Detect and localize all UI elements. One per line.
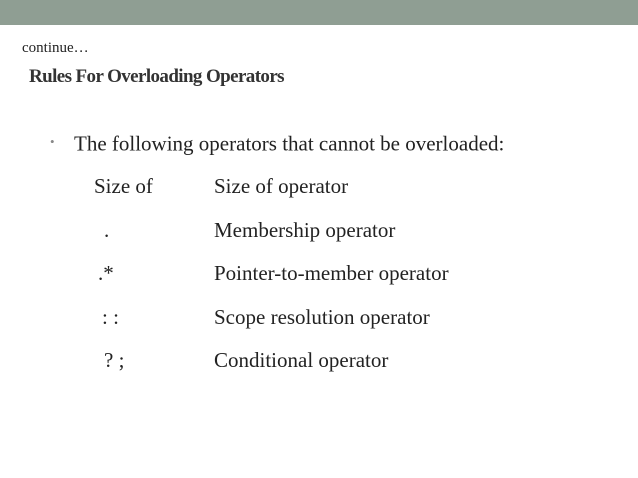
operator-symbol: Size of bbox=[94, 174, 153, 198]
operator-row bbox=[0, 174, 638, 200]
bullet-item bbox=[50, 130, 504, 157]
operator-symbol: .* bbox=[98, 261, 114, 285]
operator-row bbox=[0, 348, 638, 374]
operator-row bbox=[0, 218, 638, 244]
slide-title: Rules For Overloading Operators bbox=[29, 66, 284, 87]
operator-description: Size of operator bbox=[214, 174, 349, 198]
operator-row bbox=[0, 305, 638, 331]
bullet-text: The following operators that cannot be overloaded: bbox=[74, 131, 505, 156]
operator-symbol: ? ; bbox=[104, 348, 125, 372]
continue-label: continue… bbox=[22, 40, 89, 56]
top-accent-bar bbox=[0, 0, 638, 25]
operator-row bbox=[0, 261, 638, 287]
operator-description: Conditional operator bbox=[214, 348, 389, 372]
operator-symbol: : : bbox=[102, 305, 119, 329]
bullet-dot-icon: • bbox=[50, 134, 55, 150]
operator-description: Membership operator bbox=[214, 218, 396, 242]
operator-description: Pointer-to-member operator bbox=[214, 261, 449, 285]
operator-symbol: . bbox=[104, 218, 110, 242]
operator-description: Scope resolution operator bbox=[214, 305, 430, 329]
